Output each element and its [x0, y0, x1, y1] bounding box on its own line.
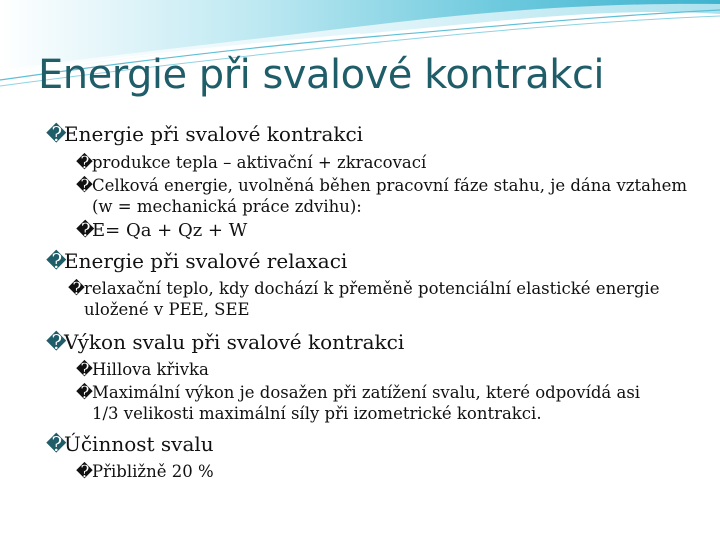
list-item-text: E= Qa + Qz + W [92, 220, 248, 241]
bullet-icon: � [68, 279, 85, 298]
list-item [76, 175, 692, 217]
section-heading-text: Energie při svalové kontrakci [64, 122, 364, 146]
bullet-icon: � [76, 220, 95, 241]
bullet-icon: � [76, 176, 93, 195]
slide-title: Energie při svalové kontrakci [38, 52, 605, 98]
section-heading-text: Účinnost svalu [64, 432, 214, 456]
list-item [76, 461, 706, 482]
bullet-icon: � [76, 383, 93, 402]
list-item-text: relaxační teplo, kdy dochází k přeměně potenciální elastické energie uložené v PEE, SEE [84, 279, 660, 319]
list-item-text: Přibližně 20 % [92, 462, 214, 481]
list-item [68, 278, 684, 320]
bullet-icon: � [76, 462, 93, 481]
bullet-icon: � [46, 432, 67, 456]
list-item-text: Celková energie, uvolněná běhen pracovní fáze stahu, je dána vztahem (w = mechanická práce zdvihu): [92, 176, 687, 216]
list-item [76, 219, 706, 243]
list-item [76, 382, 652, 424]
list-item-text: Hillova křivka [92, 360, 209, 379]
slide-body [46, 122, 706, 482]
bullet-icon: � [46, 249, 67, 273]
section-heading-text: Výkon svalu při svalové kontrakci [64, 330, 405, 354]
section-heading-ucinnost [46, 432, 706, 456]
bullet-icon: � [76, 360, 93, 379]
list-item [76, 359, 706, 380]
bullet-icon: � [46, 122, 67, 146]
list-item-text: Maximální výkon je dosažen při zatížení svalu, které odpovídá asi 1/3 velikosti maximální síly při izometrické kontrakci. [92, 383, 641, 423]
section-heading-energie-kontrakce [46, 122, 706, 146]
section-heading-text: Energie při svalové relaxaci [64, 249, 348, 273]
bullet-icon: � [46, 330, 67, 354]
list-item-text: produkce tepla – aktivační + zkracovací [92, 153, 427, 172]
bullet-icon: � [76, 153, 93, 172]
section-heading-vykon [46, 330, 706, 354]
list-item [76, 152, 706, 173]
section-heading-energie-relaxace [46, 249, 706, 273]
